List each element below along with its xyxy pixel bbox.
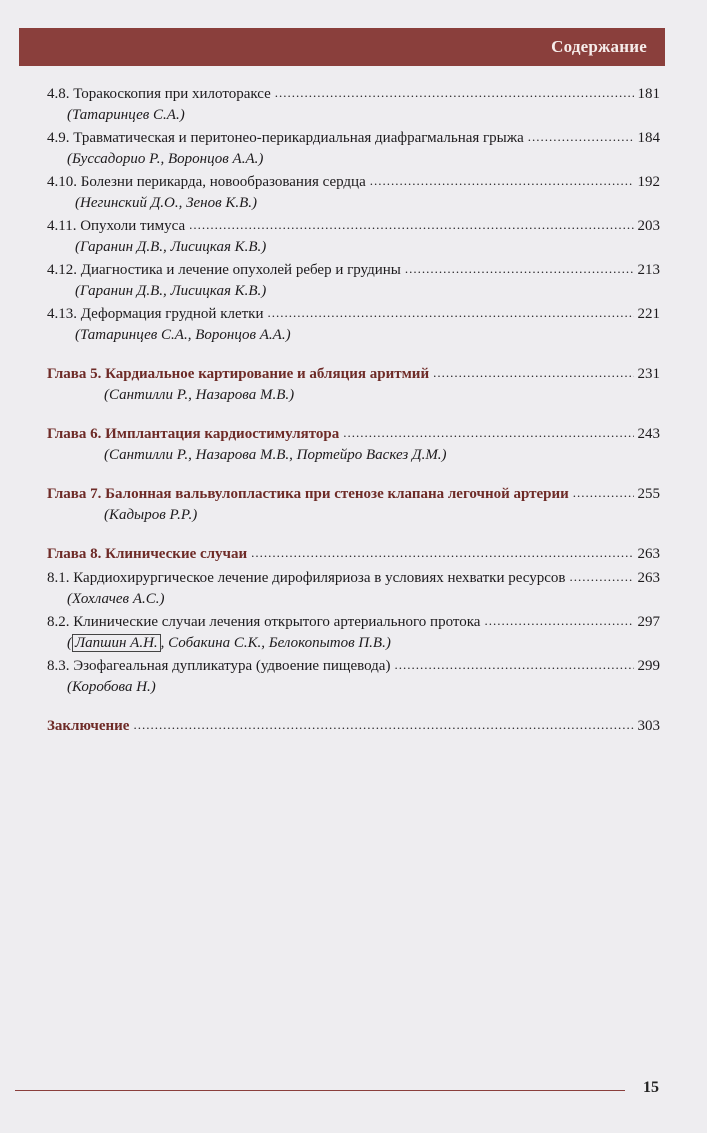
entry-authors: (Сантилли Р., Назарова М.В.) [104, 387, 295, 403]
toc-entry[interactable] [47, 86, 660, 106]
leader-dots [370, 173, 634, 190]
entry-authors: (Гаранин Д.В., Лисицкая К.В.) [75, 239, 267, 255]
leader-dots [251, 545, 633, 562]
entry-page: 263 [637, 546, 660, 562]
leader-dots [394, 657, 633, 674]
entry-authors: (Сантилли Р., Назарова М.В., Портейро Васкез Д.М.) [104, 447, 447, 463]
toc-chapter[interactable] [47, 366, 660, 386]
entry-page: 184 [637, 130, 660, 146]
toc-entry[interactable] [47, 174, 660, 194]
toc-chapter[interactable] [47, 486, 660, 506]
leader-dots [189, 217, 633, 234]
entry-title: 8.2. Клинические случаи лечения открытого артериального протока [47, 614, 481, 630]
toc-entry[interactable] [47, 262, 660, 282]
entry-title: 4.8. Торакоскопия при хилотораксе [47, 86, 271, 102]
entry-page: 192 [637, 174, 660, 190]
entry-authors: (Хохлачев А.С.) [67, 591, 165, 607]
chapter-title: Глава 8. Клинические случаи [47, 546, 248, 562]
footer-rule [15, 1090, 625, 1091]
chapter-title: Глава 7. Балонная вальвулопластика при стенозе клапана легочной артерии [47, 486, 569, 502]
toc-entry[interactable] [47, 130, 660, 150]
toc-chapter[interactable] [47, 718, 660, 738]
highlighted-author: Лапшин А.Н. [72, 634, 161, 652]
leader-dots [133, 717, 633, 734]
entry-title: 4.11. Опухоли тимуса [47, 218, 186, 234]
entry-title: 4.12. Диагностика и лечение опухолей ребер и грудины [47, 262, 401, 278]
entry-page: 181 [637, 86, 660, 102]
toc-chapter[interactable] [47, 426, 660, 446]
leader-dots [573, 485, 634, 502]
leader-dots [275, 85, 634, 102]
entry-authors: (Буссадорио Р., Воронцов А.А.) [67, 151, 264, 167]
entry-page: 303 [637, 718, 660, 734]
leader-dots [528, 129, 634, 146]
entry-page: 203 [637, 218, 660, 234]
entry-page: 243 [637, 426, 660, 442]
entry-page: 299 [637, 658, 660, 674]
entry-authors: ( Лапшин А.Н. , Собакина С.К., Белокопытов П.В.) [67, 635, 391, 651]
leader-dots [484, 613, 633, 630]
entry-title: 4.9. Травматическая и перитонео-перикардиальная диафрагмальная грыжа [47, 130, 524, 146]
leader-dots [268, 305, 634, 322]
entry-authors: (Татаринцев С.А.) [67, 107, 185, 123]
entry-title: 4.10. Болезни перикарда, новообразования сердца [47, 174, 366, 190]
toc-entry[interactable] [47, 570, 660, 590]
chapter-title: Заключение [47, 718, 130, 734]
entry-authors: (Негинский Д.О., Зенов К.В.) [75, 195, 257, 211]
toc-chapter[interactable] [47, 546, 660, 566]
leader-dots [405, 261, 634, 278]
chapter-title: Глава 6. Имплантация кардиостимулятора [47, 426, 340, 442]
toc-entry[interactable] [47, 614, 660, 634]
entry-page: 231 [637, 366, 660, 382]
entry-authors: (Гаранин Д.В., Лисицкая К.В.) [75, 283, 267, 299]
entry-authors: (Кадыров Р.Р.) [104, 507, 198, 523]
page-number: 15 [643, 1079, 659, 1096]
entry-page: 263 [637, 570, 660, 586]
toc-entry[interactable] [47, 306, 660, 326]
entry-page: 221 [637, 306, 660, 322]
toc-entry[interactable] [47, 218, 660, 238]
toc-entry[interactable] [47, 658, 660, 678]
entry-page: 255 [637, 486, 660, 502]
entry-authors: (Коробова Н.) [67, 679, 156, 695]
leader-dots [569, 569, 633, 586]
entry-page: 297 [637, 614, 660, 630]
entry-title: 8.3. Эзофагеальная дупликатура (удвоение пищевода) [47, 658, 391, 674]
leader-dots [433, 365, 633, 382]
page-title: Содержание [551, 37, 647, 56]
author-list-rest: , Собакина С.К., Белокопытов П.В.) [160, 635, 391, 651]
entry-page: 213 [637, 262, 660, 278]
entry-title: 8.1. Кардиохирургическое лечение дирофиляриоза в условиях нехватки ресурсов [47, 570, 566, 586]
chapter-title: Глава 5. Кардиальное картирование и абляция аритмий [47, 366, 430, 382]
leader-dots [343, 425, 633, 442]
entry-title: 4.13. Деформация грудной клетки [47, 306, 264, 322]
entry-authors: (Татаринцев С.А., Воронцов А.А.) [75, 327, 291, 343]
